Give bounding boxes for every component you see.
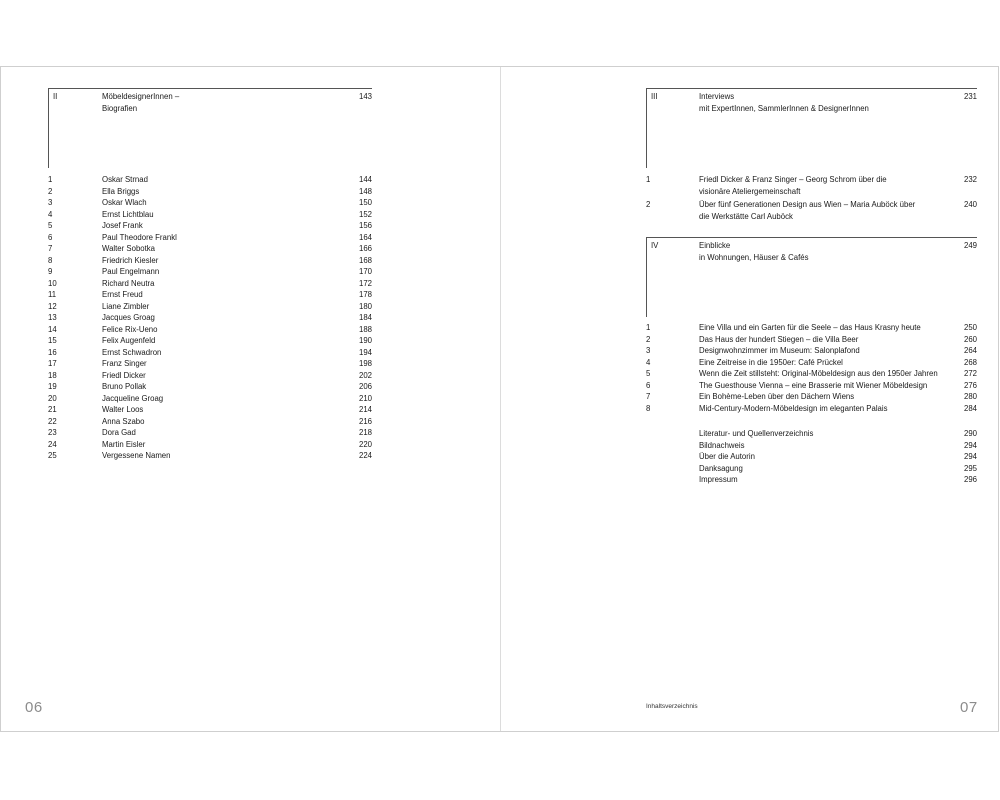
right-page — [501, 67, 998, 731]
entry-number: 2 — [48, 186, 53, 196]
entry-page: 150 — [358, 198, 372, 207]
list-item — [48, 278, 372, 290]
list-item — [48, 289, 372, 301]
section-page-number: 231 — [963, 92, 977, 101]
entry-title: Eine Villa und ein Garten für die Seele – das Haus Krasny heute — [699, 323, 921, 332]
section-page-number: 249 — [963, 241, 977, 250]
list-item — [646, 322, 977, 334]
entry-page: 152 — [358, 209, 372, 219]
entry-page: 166 — [358, 244, 372, 253]
entry-number: 3 — [646, 346, 651, 355]
list-item — [48, 255, 372, 267]
list-item — [48, 186, 372, 198]
list-item — [48, 404, 372, 416]
entry-number: 18 — [48, 370, 57, 380]
entry-title: Liane Zimbler — [102, 301, 150, 311]
entry-title: Danksagung — [699, 463, 743, 473]
entry-number: 15 — [48, 336, 57, 345]
entry-page: 272 — [963, 369, 977, 378]
entry-page: 180 — [358, 301, 372, 311]
entry-title-line1: Friedl Dicker & Franz Singer – Georg Schrom über die — [699, 175, 887, 184]
list-item — [48, 312, 372, 324]
entry-number: 23 — [48, 428, 57, 437]
entry-title: Felix Augenfeld — [102, 336, 156, 345]
entry-number: 9 — [48, 267, 53, 276]
entry-title: Jacques Groag — [102, 313, 155, 322]
entry-page: 184 — [358, 313, 372, 322]
entry-page: 188 — [358, 324, 372, 334]
entry-page: 295 — [963, 463, 977, 473]
entry-title: Walter Loos — [102, 405, 144, 414]
list-item — [646, 345, 977, 357]
entry-page: 220 — [358, 439, 372, 449]
list-item — [48, 358, 372, 370]
entry-title: Richard Neutra — [102, 278, 155, 288]
page-number-right: 07 — [960, 699, 978, 716]
list-item — [48, 370, 372, 382]
entry-title: Paul Engelmann — [102, 267, 160, 276]
entry-number: 12 — [48, 301, 57, 311]
entry-title: Vergessene Namen — [102, 451, 171, 460]
entry-page: 190 — [358, 336, 372, 345]
list-item — [646, 199, 977, 222]
section-bracket — [646, 237, 977, 317]
entry-number: 7 — [646, 392, 651, 401]
section-bracket — [48, 88, 372, 168]
entry-title: Franz Singer — [102, 359, 147, 368]
entry-page: 172 — [358, 278, 372, 288]
entry-title: Mid-Century-Modern-Möbeldesign im eleganten Palais — [699, 403, 888, 413]
entry-title: Ein Bohème-Leben über den Dächern Wiens — [699, 392, 855, 401]
insights-list — [646, 322, 977, 414]
entry-number: 4 — [646, 357, 651, 367]
entry-page: 164 — [358, 232, 372, 242]
list-item — [646, 474, 977, 486]
list-item — [48, 324, 372, 336]
list-item — [646, 368, 977, 380]
list-item — [646, 440, 977, 452]
entry-page: 296 — [963, 475, 977, 484]
entry-page: 202 — [358, 370, 372, 380]
entry-title: Friedrich Kiesler — [102, 255, 159, 265]
entry-page: 194 — [358, 347, 372, 357]
list-item — [48, 427, 372, 439]
entry-title: Anna Szabo — [102, 416, 145, 426]
list-item — [48, 243, 372, 255]
section-title — [699, 91, 869, 114]
entry-page: 168 — [358, 255, 372, 265]
list-item — [646, 451, 977, 463]
entry-number: 10 — [48, 278, 57, 288]
entry-title: Ella Briggs — [102, 186, 140, 196]
list-item — [646, 403, 977, 415]
appendix-list — [646, 428, 977, 486]
list-item — [646, 174, 977, 197]
entry-page: 276 — [963, 380, 977, 390]
entry-page: 178 — [358, 290, 372, 299]
entry-title: Impressum — [699, 475, 738, 484]
list-item — [48, 450, 372, 462]
entry-title: Ernst Schwadron — [102, 347, 162, 357]
entry-number: 16 — [48, 347, 57, 357]
section-title — [102, 91, 179, 114]
entry-page: 224 — [358, 451, 372, 460]
entry-title-line1: Über fünf Generationen Design aus Wien – Maria Auböck über — [699, 200, 916, 209]
list-item — [48, 232, 372, 244]
list-item — [646, 428, 977, 440]
entry-page: 206 — [358, 382, 372, 391]
list-item — [48, 209, 372, 221]
entry-title: Friedl Dicker — [102, 370, 146, 380]
entry-title: Bildnachweis — [699, 440, 745, 450]
entry-page: 280 — [963, 392, 977, 401]
entry-number: 24 — [48, 439, 57, 449]
entry-title: Oskar Wlach — [102, 198, 147, 207]
entry-page: 250 — [963, 323, 977, 332]
section-heading-ii — [48, 88, 372, 170]
entry-title — [699, 174, 887, 197]
section-title-line1: Interviews — [699, 92, 735, 101]
entry-number: 1 — [646, 323, 651, 332]
entry-page: 210 — [358, 393, 372, 403]
section-title-line2: Biografien — [102, 103, 138, 113]
entry-number: 14 — [48, 324, 57, 334]
section-title-line2: mit ExpertInnen, SammlerInnen & DesignerInnen — [699, 103, 869, 113]
list-item — [48, 439, 372, 451]
list-item — [48, 301, 372, 313]
entry-number: 8 — [48, 255, 53, 265]
section-heading-iii — [646, 88, 977, 170]
entry-page: 284 — [963, 403, 977, 413]
entry-title: Josef Frank — [102, 221, 143, 230]
entry-number: 2 — [646, 334, 651, 344]
section-number: II — [53, 92, 58, 101]
entry-number: 25 — [48, 451, 57, 460]
section-number: IV — [651, 241, 659, 250]
section-title — [699, 240, 809, 263]
entry-title: Ernst Lichtblau — [102, 209, 154, 219]
entry-number: 7 — [48, 244, 53, 253]
section-title-line2: in Wohnungen, Häuser & Cafés — [699, 252, 809, 262]
entry-page: 290 — [963, 429, 977, 438]
entry-title: Dora Gad — [102, 428, 136, 437]
entry-number: 6 — [646, 380, 651, 390]
entry-title-line2: visionäre Ateliergemeinschaft — [699, 186, 801, 196]
entry-title: Felice Rix-Ueno — [102, 324, 158, 334]
entry-number: 20 — [48, 393, 57, 403]
running-head: Inhaltsverzeichnis — [646, 703, 698, 710]
entry-page: 148 — [358, 186, 372, 196]
entry-page: 264 — [963, 346, 977, 355]
entry-title: The Guesthouse Vienna – eine Brasserie mit Wiener Möbeldesign — [699, 380, 928, 390]
entry-title: Das Haus der hundert Stiegen – die Villa Beer — [699, 334, 859, 344]
list-item — [48, 381, 372, 393]
entry-number: 22 — [48, 416, 57, 426]
biography-list — [48, 174, 372, 462]
interview-list — [646, 174, 977, 222]
entry-title: Literatur- und Quellenverzeichnis — [699, 429, 814, 438]
list-item — [48, 393, 372, 405]
entry-number: 1 — [48, 175, 53, 184]
list-item — [48, 416, 372, 428]
entry-title: Ernst Freud — [102, 290, 143, 299]
entry-number: 6 — [48, 232, 53, 242]
entry-number: 13 — [48, 313, 57, 322]
entry-title: Martin Eisler — [102, 439, 146, 449]
entry-number: 17 — [48, 359, 57, 368]
entry-number: 11 — [48, 290, 57, 299]
section-title-line1: Einblicke — [699, 241, 731, 250]
list-item — [646, 357, 977, 369]
entry-number: 3 — [48, 198, 53, 207]
entry-title: Paul Theodore Frankl — [102, 232, 177, 242]
list-item — [48, 335, 372, 347]
entry-page: 198 — [358, 359, 372, 368]
entry-title — [699, 199, 915, 222]
page-number-left: 06 — [25, 699, 43, 716]
entry-page: 232 — [963, 175, 977, 184]
entry-page: 144 — [358, 175, 372, 184]
entry-page: 216 — [358, 416, 372, 426]
entry-title: Eine Zeitreise in die 1950er: Café Prückel — [699, 357, 843, 367]
entry-title: Designwohnzimmer im Museum: Salonplafond — [699, 346, 860, 355]
entry-page: 294 — [963, 452, 977, 461]
list-item — [48, 174, 372, 186]
entry-page: 294 — [963, 440, 977, 450]
entry-page: 268 — [963, 357, 977, 367]
entry-page: 260 — [963, 334, 977, 344]
list-item — [48, 347, 372, 359]
entry-title-line2: die Werkstätte Carl Auböck — [699, 211, 793, 221]
list-item — [48, 197, 372, 209]
section-number: III — [651, 92, 658, 101]
section-page-number: 143 — [358, 92, 372, 101]
list-item — [48, 266, 372, 278]
entry-title: Wenn die Zeit stillsteht: Original-Möbeldesign aus den 1950er Jahren — [699, 369, 938, 378]
entry-title: Bruno Pollak — [102, 382, 147, 391]
entry-title: Walter Sobotka — [102, 244, 156, 253]
entry-number: 5 — [48, 221, 53, 230]
left-page — [1, 67, 500, 731]
list-item — [48, 220, 372, 232]
section-title-line1: MöbeldesignerInnen – — [102, 92, 180, 101]
entry-title: Oskar Strnad — [102, 175, 148, 184]
entry-page: 170 — [358, 267, 372, 276]
entry-number: 1 — [646, 175, 651, 184]
book-spread — [0, 66, 999, 732]
entry-page: 218 — [358, 428, 372, 437]
list-item — [646, 391, 977, 403]
entry-number: 2 — [646, 200, 651, 209]
entry-number: 19 — [48, 382, 57, 391]
entry-title: Jacqueline Groag — [102, 393, 164, 403]
list-item — [646, 463, 977, 475]
entry-page: 214 — [358, 405, 372, 414]
list-item — [646, 380, 977, 392]
entry-title: Über die Autorin — [699, 452, 755, 461]
list-item — [646, 334, 977, 346]
entry-number: 21 — [48, 405, 57, 414]
entry-page: 240 — [963, 200, 977, 209]
entry-number: 4 — [48, 209, 53, 219]
section-heading-iv — [646, 237, 977, 319]
entry-number: 5 — [646, 369, 651, 378]
entry-page: 156 — [358, 221, 372, 230]
entry-number: 8 — [646, 403, 651, 413]
